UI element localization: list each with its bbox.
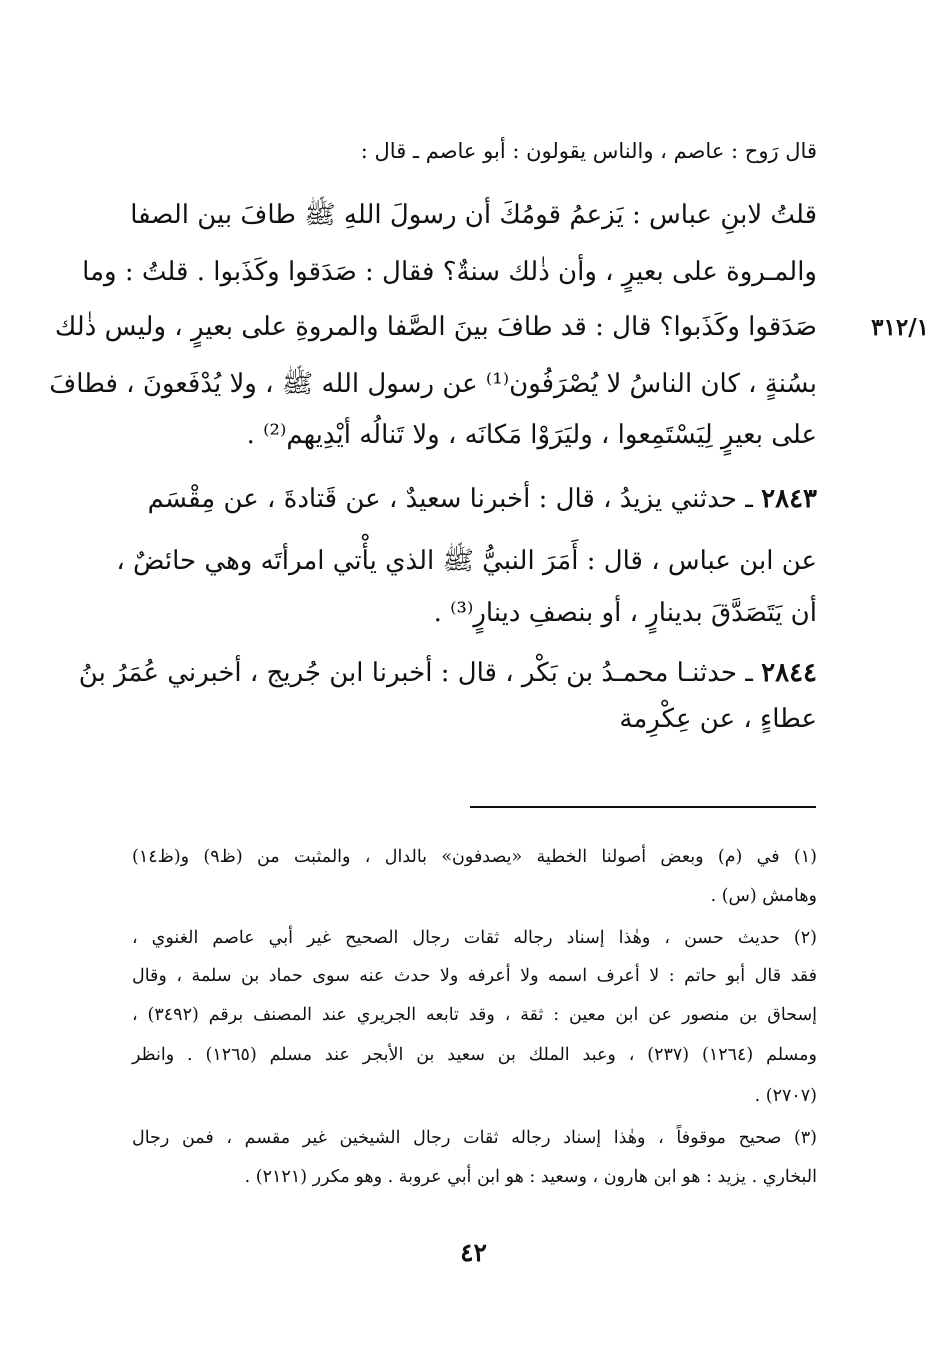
hadith-text: ـ حدثنـا محمـدُ بن بَكْر ، قال : أخبرنا ابن جُريج ، أخبرني عُمَرُ بنُ [78, 658, 753, 688]
hadith-number: ٢٨٤٣ [761, 484, 817, 514]
intro-line: قال رَوح : عاصم ، والناس يقولون : أبو عاصم ـ قال : [360, 139, 817, 163]
hadith-number: ٢٨٤٤ [761, 658, 817, 688]
hadith-2843-line-2: عن ابن عباس ، قال : أَمَرَ النبيُّ ﷺ الذي يأْتي امرأتَه وهي حائضٌ ، [116, 546, 817, 576]
footnote-2-line-5: (٢٧٠٧) . [754, 1086, 817, 1106]
hadith-2843-line-1 [132, 484, 817, 514]
footnote-2-line-2: فقد قال أبو حاتم : لا أعرف اسمه ولا أعرفه ولا حدث عنه سوى حماد بن سلمة ، وقال [132, 966, 817, 986]
page-number: ٤٢ [460, 1238, 487, 1267]
paragraph-1-line-2: والمـروة على بعيرٍ ، وأن ذٰلك سنةٌ؟ فقال : صَدَقوا وكَذَبوا . قلتُ : وما [82, 257, 817, 287]
footnote-separator [470, 806, 816, 808]
footnote-3-line-2: البخاري . يزيد : هو ابن هارون ، وسعيد : هو ابن أبي عروبة . وهو مكرر (٢١٢١) . [244, 1167, 817, 1187]
footnote-2-line-4: ومسلم (١٢٦٤) (٢٣٧) ، وعبد الملك بن سعيد بن الأبجر عند مسلم (١٢٦٥) . وانظر [132, 1045, 817, 1065]
footnote-1-line-2: وهامش (س) . [710, 886, 817, 906]
hadith-2844-line-1 [78, 658, 817, 688]
margin-volume-page-reference: ٣١٢/١ [871, 314, 929, 341]
hadith-2844-line-2: عطاءٍ ، عن عِكْرِمة [619, 704, 817, 734]
paragraph-1-line-1: قلتُ لابنِ عباس : يَزعمُ قومُكَ أن رسولَ اللهِ ﷺ طافَ بين الصفا [130, 200, 817, 230]
hadith-2843-line-3: أن يَتَصَدَّقَ بدينارٍ ، أو بنصفِ دينارٍ⁽³⁾ . [433, 598, 817, 628]
footnote-2-line-1: (٢) حديث حسن ، وهٰذا إسناد رجاله ثقات رجال الصحيح غير أبي عاصم الغنوي ، [132, 928, 817, 948]
paragraph-1-line-4: بسُنةٍ ، كان الناسُ لا يُصْرَفُون⁽¹⁾ عن رسول الله ﷺ ، ولا يُدْفَعونَ ، فطافَ [49, 369, 817, 399]
paragraph-1-line-5: على بعيرٍ لِيَسْتَمِعوا ، وليَرَوْا مَكانَه ، ولا تَنالُه أيْدِيهم⁽²⁾ . [246, 420, 817, 450]
footnote-1-line-1: (١) في (م) وبعض أصولنا الخطية «يصدفون» بالدال ، والمثبت من (ظ٩) و(ظ١٤) [132, 847, 817, 867]
footnote-3-line-1: (٣) صحيح موقوفاً ، وهٰذا إسناد رجاله ثقات رجال الشيخين غير مقسم ، فمن رجال [132, 1128, 817, 1148]
footnote-2-line-3: إسحاق بن منصور عن ابن معين : ثقة ، وقد تابعه الجريري عند المصنف برقم (٣٤٩٢) ، [132, 1005, 817, 1025]
paragraph-1-line-3: صَدَقوا وكَذَبوا؟ قال : قد طافَ بينَ الصَّفا والمروةِ على بعيرٍ ، وليس ذٰلك [54, 312, 817, 342]
hadith-text: ـ حدثني يزيدُ ، قال : أخبرنا سعيدٌ ، عن قَتادةَ ، عن مِقْسَم [147, 484, 753, 514]
